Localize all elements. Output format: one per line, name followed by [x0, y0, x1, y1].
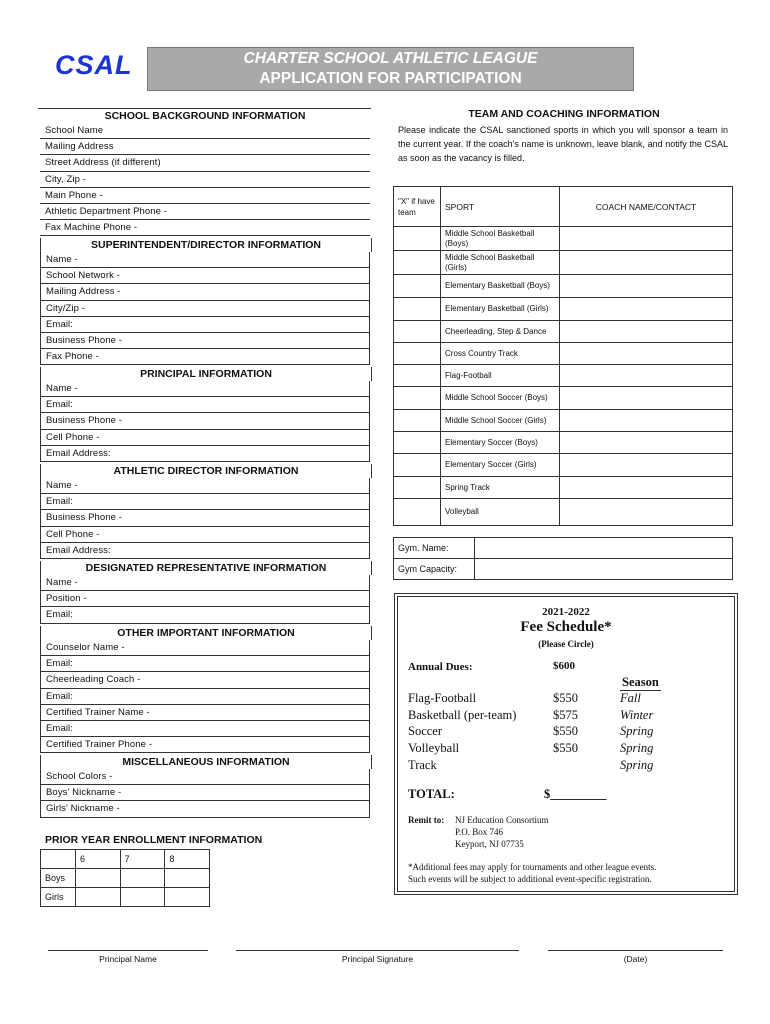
field-label: City/Zip -	[46, 302, 85, 314]
other-important-field[interactable]	[40, 737, 370, 753]
athletic-director-field[interactable]	[40, 527, 370, 543]
field-label: Name -	[46, 480, 78, 491]
field-label: Business Phone -	[46, 512, 123, 524]
principal-field[interactable]	[40, 397, 370, 413]
principal-name-line[interactable]	[48, 950, 208, 951]
team-check-cell[interactable]	[394, 499, 441, 526]
field-label: Fax Machine Phone -	[45, 222, 138, 234]
team-check-cell[interactable]	[394, 410, 441, 432]
col-coach-header: COACH NAME/CONTACT	[560, 187, 733, 227]
team-check-cell[interactable]	[394, 321, 441, 343]
coach-contact-cell[interactable]	[560, 410, 733, 432]
coach-contact-cell[interactable]	[560, 251, 733, 275]
gym-name-label: Gym. Name:	[394, 538, 475, 559]
fee-amount: $550	[553, 741, 578, 756]
coach-contact-cell[interactable]	[560, 275, 733, 298]
field-label: Cell Phone -	[46, 528, 100, 540]
superintendent-heading: SUPERINTENDENT/DIRECTOR INFORMATION	[40, 238, 372, 252]
fee-sport-label: Volleyball	[408, 741, 460, 756]
col-x-header: "X" if have team	[394, 187, 441, 227]
team-coaching-heading: TEAM AND COACHING INFORMATION	[468, 108, 660, 120]
field-label: Business Phone -	[46, 335, 123, 346]
fee-season: Fall	[620, 691, 641, 705]
gym-capacity-label: Gym Capacity:	[394, 559, 475, 580]
other-important-field[interactable]	[40, 640, 370, 656]
boys-grade-6-cell[interactable]	[76, 869, 121, 888]
row-boys-label: Boys	[41, 869, 76, 888]
school-background-field[interactable]	[40, 123, 370, 139]
other-important-heading: OTHER IMPORTANT INFORMATION	[40, 626, 372, 640]
sport-row	[394, 275, 733, 298]
sport-row	[394, 499, 733, 526]
field-label: Business Phone -	[46, 415, 123, 427]
field-label: Cell Phone -	[46, 431, 100, 443]
total-label: TOTAL:	[408, 787, 455, 801]
principal-heading: PRINCIPAL INFORMATION	[40, 367, 372, 381]
fee-circle-note: (Please Circle)	[538, 639, 594, 649]
coach-contact-cell[interactable]	[560, 432, 733, 454]
coach-contact-cell[interactable]	[560, 365, 733, 387]
fee-year: 2021-2022	[542, 606, 590, 618]
team-check-cell[interactable]	[394, 251, 441, 275]
field-label: School Name	[45, 125, 104, 136]
school-background-field[interactable]	[40, 139, 370, 155]
date-line[interactable]	[548, 950, 723, 951]
sport-row	[394, 343, 733, 365]
date-label: (Date)	[623, 954, 648, 964]
remit-line-3: Keyport, NJ 07735	[455, 839, 524, 849]
remit-label: Remit to:	[408, 815, 445, 825]
coach-contact-cell[interactable]	[560, 343, 733, 365]
sport-row	[394, 321, 733, 343]
grade-8-header: 8	[165, 850, 210, 869]
enrollment-table	[40, 849, 210, 907]
fee-amount: $575	[553, 707, 578, 722]
principal-signature-line[interactable]	[236, 950, 519, 951]
field-label: Position -	[46, 593, 87, 605]
field-label: School Network -	[46, 270, 120, 282]
field-label: Email:	[46, 658, 73, 670]
field-label: Certified Trainer Phone -	[46, 739, 152, 751]
team-coaching-intro: Please indicate the CSAL sanctioned sports in which you will sponsor a team in the current year. If the coach's name is unknown, leave blank, and notify the CSAL as soon as the vacancy is filled.	[398, 125, 728, 163]
girls-grade-6-cell[interactable]	[76, 888, 121, 907]
sport-name: Middle School Basketball (Boys)	[441, 227, 560, 251]
boys-grade-7-cell[interactable]	[120, 869, 165, 888]
superintendent-field[interactable]	[40, 301, 370, 317]
field-label: School Colors -	[46, 771, 113, 782]
field-label: Athletic Department Phone -	[45, 206, 168, 217]
sport-name: Elementary Basketball (Girls)	[441, 298, 560, 321]
field-label: Mailing Address	[45, 141, 114, 153]
coach-contact-cell[interactable]	[560, 499, 733, 526]
title-line-2: APPLICATION FOR PARTICIPATION	[259, 70, 522, 87]
miscellaneous-field[interactable]	[40, 769, 370, 785]
superintendent-field[interactable]	[40, 284, 370, 300]
other-important-field[interactable]	[40, 689, 370, 705]
remit-line-2: P.O. Box 746	[455, 827, 504, 837]
fee-sport-label: Basketball (per-team)	[408, 707, 517, 722]
field-label: Counselor Name -	[46, 642, 125, 653]
field-label: Email:	[46, 399, 73, 411]
team-check-cell[interactable]	[394, 227, 441, 251]
school-background-field[interactable]	[40, 155, 370, 171]
school-background-field[interactable]	[40, 204, 370, 220]
other-important-field[interactable]	[40, 656, 370, 672]
fee-season: Winter	[620, 707, 654, 722]
designated-rep-field[interactable]	[40, 591, 370, 607]
field-label: City, Zip -	[45, 173, 87, 185]
sport-name: Elementary Soccer (Boys)	[441, 432, 560, 454]
sport-row	[394, 298, 733, 321]
other-important-field[interactable]	[40, 721, 370, 737]
field-label: Name -	[46, 577, 78, 588]
gym-table	[393, 537, 733, 580]
remit-line-1: NJ Education Consortium	[455, 815, 549, 825]
field-label: Mailing Address -	[46, 286, 121, 298]
annual-dues-amount: $600	[553, 660, 575, 672]
team-check-cell[interactable]	[394, 365, 441, 387]
other-important-field[interactable]	[40, 672, 370, 688]
team-check-cell[interactable]	[394, 343, 441, 365]
annual-dues-label: Annual Dues:	[408, 661, 473, 673]
sport-row	[394, 227, 733, 251]
title-line-1: CHARTER SCHOOL ATHLETIC LEAGUE	[243, 50, 538, 67]
principal-field[interactable]	[40, 381, 370, 397]
field-label: Email Address:	[46, 447, 111, 459]
fee-season: Spring	[620, 741, 654, 756]
sport-row	[394, 387, 733, 410]
school-background-heading: SCHOOL BACKGROUND INFORMATION	[104, 110, 306, 122]
fee-title: Fee Schedule*	[520, 619, 612, 635]
fee-footnote-2: Such events will be subject to additional event-specific registration.	[408, 874, 652, 884]
fee-schedule-box	[397, 596, 735, 892]
miscellaneous-field[interactable]	[40, 801, 370, 817]
athletic-director-heading: ATHLETIC DIRECTOR INFORMATION	[40, 464, 372, 478]
principal-name-label: Principal Name	[99, 954, 157, 964]
sport-name: Cheerleading, Step & Dance	[441, 321, 560, 343]
coach-contact-cell[interactable]	[560, 298, 733, 321]
field-label: Name -	[46, 383, 78, 394]
sports-table	[393, 186, 733, 526]
team-check-cell[interactable]	[394, 454, 441, 477]
field-label: Email Address:	[46, 544, 111, 556]
grade-7-header: 7	[120, 850, 165, 869]
designated-rep-field[interactable]	[40, 575, 370, 591]
field-label: Cheerleading Coach -	[46, 674, 141, 686]
miscellaneous-field[interactable]	[40, 785, 370, 801]
coach-contact-cell[interactable]	[560, 321, 733, 343]
field-label: Boys' Nickname -	[46, 787, 122, 799]
field-label: Email:	[46, 318, 73, 330]
principal-signature-label: Principal Signature	[341, 954, 414, 964]
fee-amount: $550	[553, 724, 578, 739]
field-label: Email:	[46, 609, 73, 621]
athletic-director-field[interactable]	[40, 543, 370, 559]
coach-contact-cell[interactable]	[560, 454, 733, 477]
sport-row	[394, 251, 733, 275]
team-check-cell[interactable]	[394, 298, 441, 321]
fee-season: Spring	[620, 724, 654, 739]
row-girls-label: Girls	[41, 888, 76, 907]
team-check-cell[interactable]	[394, 275, 441, 298]
sport-name: Cross Country Track	[441, 343, 560, 365]
fee-sport-label: Flag-Football	[408, 691, 477, 705]
sport-row	[394, 410, 733, 432]
title-banner	[147, 47, 634, 91]
gym-name-field[interactable]	[475, 538, 733, 559]
superintendent-field[interactable]	[40, 317, 370, 333]
athletic-director-field[interactable]	[40, 494, 370, 510]
fee-sport-label: Soccer	[408, 724, 443, 739]
fee-amount: $550	[553, 691, 578, 705]
sport-name: Middle School Basketball (Girls)	[441, 251, 560, 275]
school-background-field[interactable]	[40, 188, 370, 204]
sport-name: Elementary Basketball (Boys)	[441, 275, 560, 298]
field-label: Girls' Nickname -	[46, 803, 120, 815]
sport-row	[394, 432, 733, 454]
fee-season: Spring	[620, 757, 654, 772]
designated-rep-field[interactable]	[40, 607, 370, 623]
field-label: Main Phone -	[45, 189, 103, 201]
girls-grade-8-cell[interactable]	[165, 888, 210, 907]
designated-rep-heading: DESIGNATED REPRESENTATIVE INFORMATION	[40, 561, 372, 575]
principal-field[interactable]	[40, 413, 370, 429]
season-heading: Season	[622, 675, 659, 689]
sport-name: Volleyball	[441, 499, 560, 526]
principal-field[interactable]	[40, 446, 370, 462]
sport-row	[394, 365, 733, 387]
boys-grade-8-cell[interactable]	[165, 869, 210, 888]
sport-name: Spring Track	[441, 477, 560, 499]
grade-6-header: 6	[76, 850, 121, 869]
total-value[interactable]: $_________	[544, 787, 607, 801]
superintendent-field[interactable]	[40, 333, 370, 349]
field-label: Certified Trainer Name -	[46, 706, 150, 718]
girls-grade-7-cell[interactable]	[120, 888, 165, 907]
gym-capacity-field[interactable]	[475, 559, 733, 580]
sport-name: Middle School Soccer (Boys)	[441, 387, 560, 410]
school-background-field[interactable]	[40, 172, 370, 188]
principal-field[interactable]	[40, 430, 370, 446]
team-check-cell[interactable]	[394, 477, 441, 499]
fee-sport-label: Track	[408, 757, 437, 772]
sport-row	[394, 477, 733, 499]
coach-contact-cell[interactable]	[560, 477, 733, 499]
superintendent-field[interactable]	[40, 268, 370, 284]
col-sport-header: SPORT	[441, 187, 560, 227]
team-check-cell[interactable]	[394, 387, 441, 410]
field-label: Email:	[46, 723, 73, 734]
sport-row	[394, 454, 733, 477]
athletic-director-field[interactable]	[40, 510, 370, 526]
prior-enrollment-heading: PRIOR YEAR ENROLLMENT INFORMATION	[45, 834, 263, 846]
superintendent-field[interactable]	[40, 349, 370, 365]
sport-name: Flag-Football	[441, 365, 560, 387]
field-label: Street Address (if different)	[45, 157, 161, 169]
miscellaneous-heading: MISCELLANEOUS INFORMATION	[40, 755, 372, 769]
coach-contact-cell[interactable]	[560, 387, 733, 410]
field-label: Email:	[46, 496, 73, 508]
coach-contact-cell[interactable]	[560, 227, 733, 251]
field-label: Email:	[46, 690, 73, 702]
fee-footnote-1: *Additional fees may apply for tournaments and other league events.	[408, 862, 657, 872]
csal-logo: CSAL	[55, 50, 133, 80]
field-label: Name -	[46, 254, 78, 265]
school-background-field[interactable]	[40, 220, 370, 236]
sport-name: Middle School Soccer (Girls)	[441, 410, 560, 432]
other-important-field[interactable]	[40, 705, 370, 721]
team-check-cell[interactable]	[394, 432, 441, 454]
athletic-director-field[interactable]	[40, 478, 370, 494]
superintendent-field[interactable]	[40, 252, 370, 268]
field-label: Fax Phone -	[46, 351, 99, 363]
sport-name: Elementary Soccer (Girls)	[441, 454, 560, 477]
